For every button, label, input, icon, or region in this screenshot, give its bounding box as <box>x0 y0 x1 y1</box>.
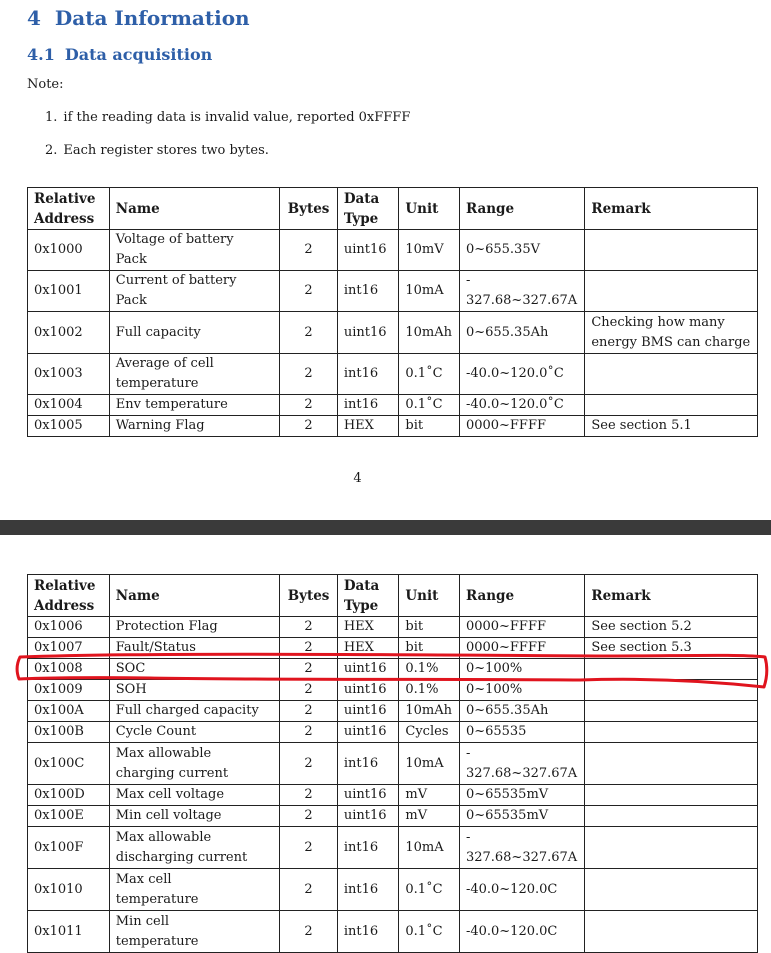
cell-range: 0~100% <box>459 659 584 680</box>
cell-bytes: 2 <box>280 354 338 395</box>
cell-bytes: 2 <box>280 701 338 722</box>
table-header-row <box>28 575 758 617</box>
cell-unit: 10mA <box>399 827 460 869</box>
cell-remark <box>585 354 758 395</box>
note-item: 2. Each register stores two bytes. <box>45 143 269 158</box>
cell-range: - 327.68~327.67A <box>459 743 584 785</box>
cell-range: 0000~FFFF <box>459 617 584 638</box>
cell-address: 0x100B <box>28 722 110 743</box>
cell-address: 0x100C <box>28 743 110 785</box>
header-remark: Remark <box>585 188 758 230</box>
cell-type: HEX <box>337 638 399 659</box>
header-range: Range <box>459 188 584 230</box>
cell-bytes: 2 <box>280 722 338 743</box>
cell-name: Average of cell temperature <box>109 354 280 395</box>
table-row <box>28 271 758 312</box>
cell-range: 0~100% <box>459 680 584 701</box>
table-row <box>28 354 758 395</box>
cell-range: - 327.68~327.67A <box>459 827 584 869</box>
cell-type: uint16 <box>337 680 399 701</box>
cell-address: 0x1001 <box>28 271 110 312</box>
cell-bytes: 2 <box>280 869 338 911</box>
cell-bytes: 2 <box>280 785 338 806</box>
cell-unit: 10mA <box>399 743 460 785</box>
cell-type: int16 <box>337 354 399 395</box>
cell-remark <box>585 785 758 806</box>
table-header-row <box>28 188 758 230</box>
cell-name: SOH <box>109 680 280 701</box>
cell-type: int16 <box>337 743 399 785</box>
cell-range: 0~65535 <box>459 722 584 743</box>
cell-unit: 0.1˚C <box>399 869 460 911</box>
cell-address: 0x1008 <box>28 659 110 680</box>
cell-address: 0x1007 <box>28 638 110 659</box>
cell-bytes: 2 <box>280 743 338 785</box>
header-bytes: Bytes <box>280 575 338 617</box>
cell-range: 0~655.35Ah <box>459 701 584 722</box>
table-row <box>28 911 758 953</box>
page-break-bar <box>0 520 771 535</box>
section-title: Data Information <box>54 6 250 30</box>
cell-unit: 10mV <box>399 230 460 271</box>
cell-name: Warning Flag <box>109 416 280 437</box>
cell-name: Cycle Count <box>109 722 280 743</box>
cell-address: 0x1003 <box>28 354 110 395</box>
table-row <box>28 722 758 743</box>
cell-remark <box>585 806 758 827</box>
cell-bytes: 2 <box>280 312 338 354</box>
cell-range: 0~65535mV <box>459 785 584 806</box>
table-row <box>28 785 758 806</box>
cell-unit: 10mA <box>399 271 460 312</box>
register-table-page-5 <box>27 574 758 953</box>
cell-type: uint16 <box>337 312 399 354</box>
cell-name: Fault/Status <box>109 638 280 659</box>
table-row <box>28 617 758 638</box>
cell-remark <box>585 659 758 680</box>
cell-bytes: 2 <box>280 659 338 680</box>
header-remark: Remark <box>585 575 758 617</box>
cell-remark <box>585 395 758 416</box>
cell-range: -40.0~120.0˚C <box>459 354 584 395</box>
cell-name: Full charged capacity <box>109 701 280 722</box>
header-unit: Unit <box>399 188 460 230</box>
cell-bytes: 2 <box>280 395 338 416</box>
cell-range: -40.0~120.0C <box>459 869 584 911</box>
cell-name: Env temperature <box>109 395 280 416</box>
cell-bytes: 2 <box>280 827 338 869</box>
table-row <box>28 312 758 354</box>
note-item: 1. if the reading data is invalid value, reported 0xFFFF <box>45 110 411 125</box>
cell-address: 0x1009 <box>28 680 110 701</box>
cell-address: 0x1002 <box>28 312 110 354</box>
cell-type: int16 <box>337 395 399 416</box>
cell-name: Max allowable charging current <box>109 743 280 785</box>
table-row <box>28 806 758 827</box>
cell-type: HEX <box>337 416 399 437</box>
section-heading <box>27 6 250 30</box>
cell-unit: bit <box>399 638 460 659</box>
cell-remark <box>585 680 758 701</box>
cell-bytes: 2 <box>280 416 338 437</box>
table-row <box>28 701 758 722</box>
cell-address: 0x1011 <box>28 911 110 953</box>
cell-range: 0~65535mV <box>459 806 584 827</box>
cell-bytes: 2 <box>280 638 338 659</box>
cell-name: Voltage of battery Pack <box>109 230 280 271</box>
header-name: Name <box>109 575 280 617</box>
cell-range: 0~655.35Ah <box>459 312 584 354</box>
cell-address: 0x100D <box>28 785 110 806</box>
cell-unit: Cycles <box>399 722 460 743</box>
cell-unit: 0.1˚C <box>399 395 460 416</box>
cell-name: Max cell temperature <box>109 869 280 911</box>
header-name: Name <box>109 188 280 230</box>
header-address: Relative Address <box>28 188 110 230</box>
cell-bytes: 2 <box>280 911 338 953</box>
table-row <box>28 659 758 680</box>
subsection-title: Data acquisition <box>64 45 213 64</box>
cell-range: -40.0~120.0˚C <box>459 395 584 416</box>
cell-address: 0x1006 <box>28 617 110 638</box>
cell-address: 0x1005 <box>28 416 110 437</box>
cell-address: 0x100E <box>28 806 110 827</box>
section-number: 4 <box>27 6 41 30</box>
table-row <box>28 869 758 911</box>
cell-remark <box>585 869 758 911</box>
cell-unit: bit <box>399 617 460 638</box>
cell-address: 0x1010 <box>28 869 110 911</box>
table-row <box>28 638 758 659</box>
cell-unit: mV <box>399 806 460 827</box>
cell-type: int16 <box>337 869 399 911</box>
cell-bytes: 2 <box>280 230 338 271</box>
cell-range: 0~655.35V <box>459 230 584 271</box>
cell-remark <box>585 743 758 785</box>
cell-remark: See section 5.3 <box>585 638 758 659</box>
cell-type: uint16 <box>337 806 399 827</box>
table-row <box>28 230 758 271</box>
cell-unit: 0.1% <box>399 659 460 680</box>
table-row <box>28 743 758 785</box>
cell-type: uint16 <box>337 785 399 806</box>
cell-bytes: 2 <box>280 680 338 701</box>
cell-remark <box>585 271 758 312</box>
cell-type: uint16 <box>337 659 399 680</box>
table-row <box>28 827 758 869</box>
cell-name: Max cell voltage <box>109 785 280 806</box>
header-unit: Unit <box>399 575 460 617</box>
cell-type: uint16 <box>337 722 399 743</box>
cell-address: 0x100A <box>28 701 110 722</box>
subsection-heading <box>27 45 212 64</box>
header-address: Relative Address <box>28 575 110 617</box>
cell-remark: Checking how many energy BMS can charge <box>585 312 758 354</box>
cell-name: Current of battery Pack <box>109 271 280 312</box>
cell-unit: 10mAh <box>399 312 460 354</box>
cell-name: Min cell voltage <box>109 806 280 827</box>
cell-type: uint16 <box>337 230 399 271</box>
cell-name: Protection Flag <box>109 617 280 638</box>
subsection-number: 4.1 <box>27 45 55 64</box>
cell-name: SOC <box>109 659 280 680</box>
cell-type: HEX <box>337 617 399 638</box>
header-bytes: Bytes <box>280 188 338 230</box>
cell-unit: bit <box>399 416 460 437</box>
cell-remark <box>585 701 758 722</box>
cell-range: -40.0~120.0C <box>459 911 584 953</box>
cell-remark <box>585 722 758 743</box>
note-label: Note: <box>27 77 64 92</box>
cell-type: int16 <box>337 911 399 953</box>
cell-name: Min cell temperature <box>109 911 280 953</box>
cell-unit: 0.1˚C <box>399 354 460 395</box>
cell-address: 0x100F <box>28 827 110 869</box>
cell-address: 0x1004 <box>28 395 110 416</box>
table-row <box>28 680 758 701</box>
cell-type: int16 <box>337 827 399 869</box>
page-number: 4 <box>353 471 362 486</box>
cell-unit: 0.1˚C <box>399 911 460 953</box>
cell-type: uint16 <box>337 701 399 722</box>
table-row <box>28 416 758 437</box>
cell-range: - 327.68~327.67A <box>459 271 584 312</box>
cell-bytes: 2 <box>280 806 338 827</box>
cell-remark <box>585 911 758 953</box>
cell-type: int16 <box>337 271 399 312</box>
cell-name: Max allowable discharging current <box>109 827 280 869</box>
cell-remark: See section 5.1 <box>585 416 758 437</box>
cell-remark: See section 5.2 <box>585 617 758 638</box>
cell-name: Full capacity <box>109 312 280 354</box>
header-type: Data Type <box>337 575 399 617</box>
cell-unit: mV <box>399 785 460 806</box>
header-type: Data Type <box>337 188 399 230</box>
cell-bytes: 2 <box>280 271 338 312</box>
cell-remark <box>585 230 758 271</box>
header-range: Range <box>459 575 584 617</box>
cell-range: 0000~FFFF <box>459 416 584 437</box>
cell-range: 0000~FFFF <box>459 638 584 659</box>
cell-unit: 0.1% <box>399 680 460 701</box>
cell-unit: 10mAh <box>399 701 460 722</box>
cell-remark <box>585 827 758 869</box>
register-table-page-4 <box>27 187 758 437</box>
table-row <box>28 395 758 416</box>
cell-bytes: 2 <box>280 617 338 638</box>
cell-address: 0x1000 <box>28 230 110 271</box>
